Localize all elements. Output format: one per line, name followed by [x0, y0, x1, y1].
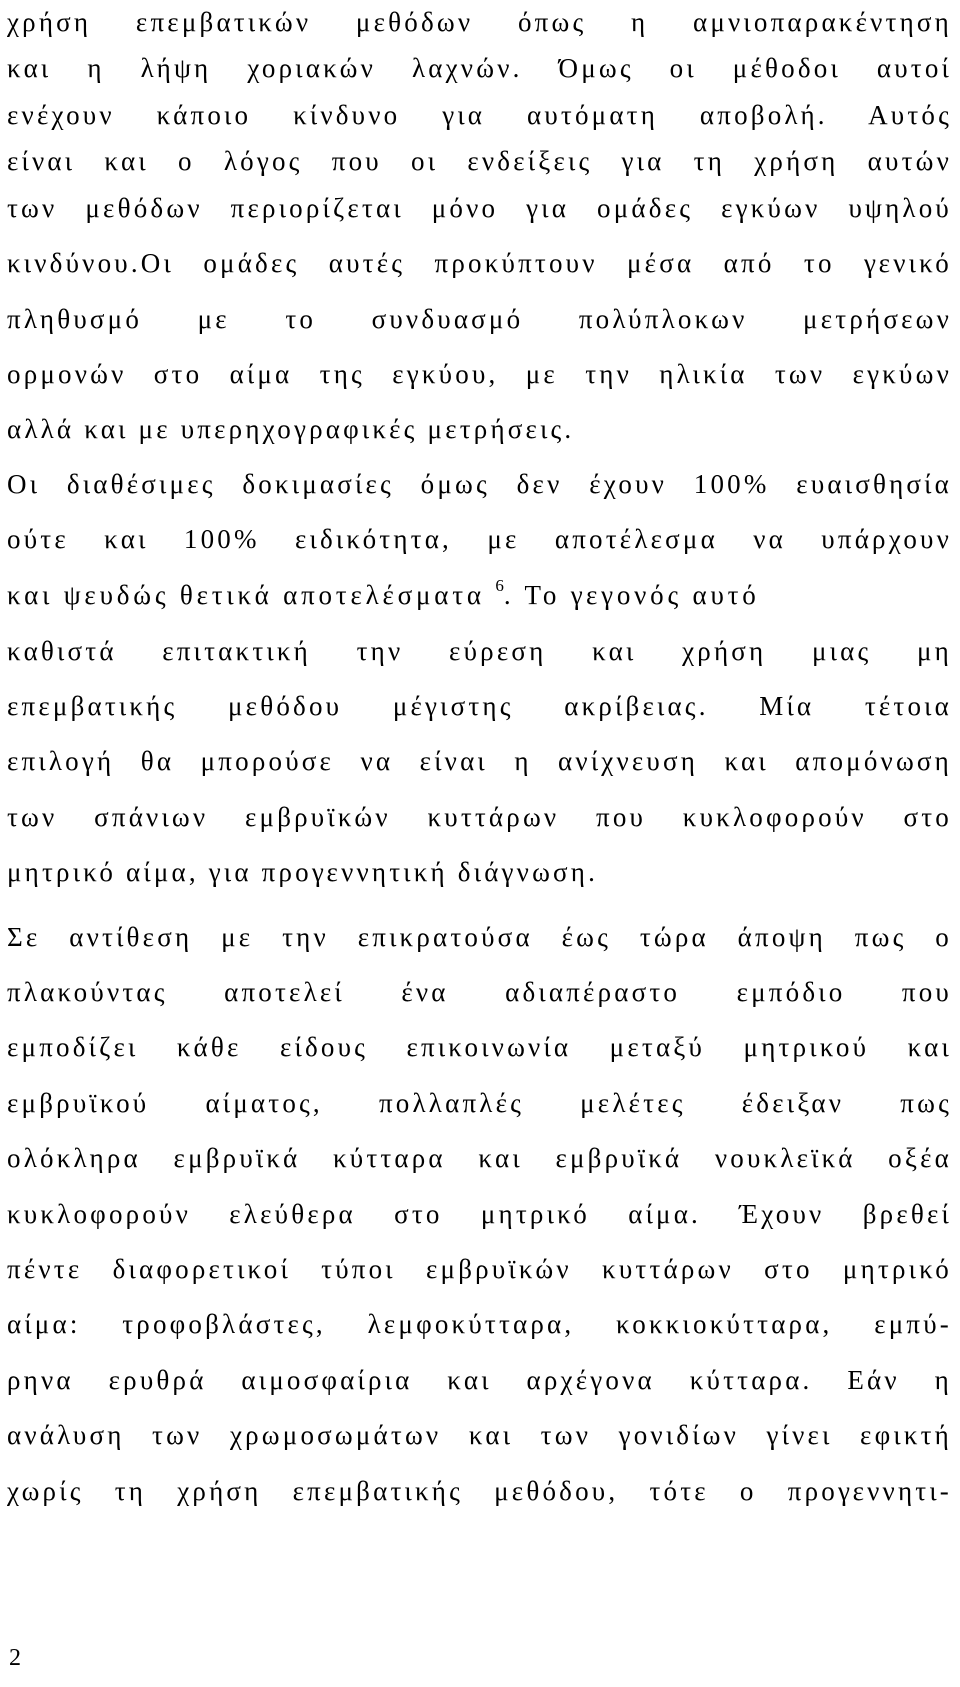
text-line: μητρικό αίμα, για προγεννητική διάγνωση. [7, 857, 599, 887]
text-line: ορμονών στο αίμα της εγκύου, με την ηλικία των εγκύων [7, 359, 952, 389]
text-line: εμβρυϊκού αίματος, πολλαπλές μελέτες έδειξαν πως [7, 1088, 952, 1118]
text-line-with-reference [7, 575, 952, 615]
text-line: των σπάνιων εμβρυϊκών κυττάρων που κυκλοφορούν στο [7, 802, 952, 832]
text-line: καθιστά επιτακτική την εύρεση και χρήση μιας μη [7, 636, 952, 666]
page-number: 2 [9, 1645, 21, 1671]
text-line: είναι και ο λόγος που οι ενδείξεις για τη χρήση αυτών [7, 146, 952, 176]
text-segment: . Το γεγονός αυτό [503, 580, 760, 610]
text-line: επεμβατικής μεθόδου μέγιστης ακρίβειας. Μία τέτοια [7, 691, 952, 721]
footnote-reference: 6 [495, 576, 504, 595]
text-line: κινδύνου.Οι ομάδες αυτές προκύπτουν μέσα από το γενικό [7, 248, 952, 278]
text-line: ανάλυση των χρωμοσωμάτων και των γονιδίων γίνει εφικτή [7, 1420, 952, 1450]
text-line: επιλογή θα μπορούσε να είναι η ανίχνευση και απομόνωση [7, 746, 952, 776]
text-line: Σε αντίθεση με την επικρατούσα έως τώρα άποψη πως ο [7, 922, 952, 952]
text-line: Οι διαθέσιμες δοκιμασίες όμως δεν έχουν 100% ευαισθησία [7, 469, 952, 499]
text-line: ενέχουν κάποιο κίνδυνο για αυτόματη αποβολή. Αυτός [7, 100, 952, 130]
text-line: πληθυσμό με το συνδυασμό πολύπλοκων μετρήσεων [7, 304, 952, 334]
text-segment: και ψευδώς θετικά αποτελέσματα [7, 580, 496, 610]
text-line: κυκλοφορούν ελεύθερα στο μητρικό αίμα. Έχουν βρεθεί [7, 1199, 952, 1229]
text-line: αλλά και με υπερηχογραφικές μετρήσεις. [7, 414, 575, 444]
text-line: ούτε και 100% ειδικότητα, με αποτέλεσμα να υπάρχουν [7, 524, 952, 554]
text-line: αίμα: τροφοβλάστες, λεμφοκύτταρα, κοκκιοκύτταρα, εμπύ- [7, 1309, 952, 1339]
text-line: των μεθόδων περιορίζεται μόνο για ομάδες εγκύων υψηλού [7, 193, 952, 223]
text-line: πέντε διαφορετικοί τύποι εμβρυϊκών κυττάρων στο μητρικό [7, 1254, 952, 1284]
text-line: χρήση επεμβατικών μεθόδων όπως η αμνιοπαρακέντηση [7, 7, 952, 37]
text-line: πλακούντας αποτελεί ένα αδιαπέραστο εμπόδιο που [7, 977, 952, 1007]
text-line: ρηνα ερυθρά αιμοσφαίρια και αρχέγονα κύτταρα. Εάν η [7, 1365, 952, 1395]
text-line: χωρίς τη χρήση επεμβατικής μεθόδου, τότε ο προγεννητι- [7, 1476, 952, 1506]
text-line: εμποδίζει κάθε είδους επικοινωνία μεταξύ μητρικού και [7, 1032, 952, 1062]
text-line: ολόκληρα εμβρυϊκά κύτταρα και εμβρυϊκά νουκλεϊκά οξέα [7, 1143, 952, 1173]
text-line: και η λήψη χοριακών λαχνών. Όμως οι μέθοδοι αυτοί [7, 53, 952, 83]
